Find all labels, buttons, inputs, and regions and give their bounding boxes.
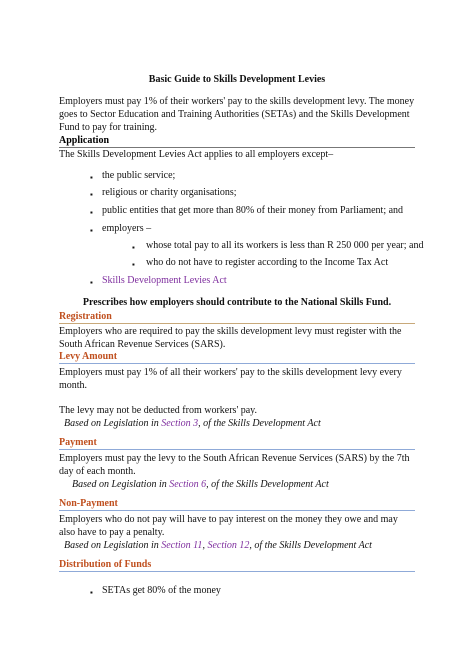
bullet-icon: ▪	[90, 190, 93, 199]
act-link[interactable]: Skills Development Levies Act	[102, 275, 227, 286]
levy-amount-text: Employers must pay 1% of all their workers' pay to the skills development levy every month.	[59, 367, 402, 391]
sub-list-item: who do not have to register according to the Income Tax Act	[146, 257, 389, 268]
list-item: public entities that get more than 80% of their money from Parliament; and	[102, 205, 404, 216]
bullet-icon: ▪	[90, 173, 93, 182]
rule-distribution	[59, 571, 415, 572]
document-title: Basic Guide to Skills Development Levies	[148, 74, 326, 85]
bullet-icon: ▪	[90, 226, 93, 235]
non-payment-citation: Based on Legislation in Section 11, Section 12, of the Skills Development Act	[64, 540, 372, 551]
non-payment-text: Employers who do not pay will have to pay interest on the money they owe and may also have to pay a penalty.	[59, 514, 398, 538]
section-12-link[interactable]: Section 12	[207, 540, 250, 551]
heading-application: Application	[59, 135, 110, 146]
heading-levy-amount: Levy Amount	[59, 351, 118, 362]
levy-citation: Based on Legislation in Section 3, of the Skills Development Act	[64, 418, 321, 429]
heading-payment: Payment	[59, 437, 97, 448]
prescribes-heading: Prescribes how employers should contribute to the National Skills Fund.	[82, 297, 392, 308]
bullet-icon: ▪	[132, 260, 135, 269]
rule-payment	[59, 449, 415, 450]
section-11-link[interactable]: Section 11	[161, 540, 203, 551]
payment-citation: Based on Legislation in Section 6, of the Skills Development Act	[72, 479, 329, 490]
sub-list-item: whose total pay to all its workers is less than R 250 000 per year; and	[146, 240, 424, 251]
registration-text: Employers who are required to pay the skills development levy must register with the South African Revenue Services (SARS).	[59, 326, 402, 350]
payment-text: Employers must pay the levy to the South African Revenue Services (SARS) by the 7th day of each month.	[59, 453, 410, 477]
list-item: religious or charity organisations;	[102, 187, 237, 198]
heading-distribution: Distribution of Funds	[59, 559, 152, 570]
list-item: employers –	[102, 223, 152, 234]
application-lead: The Skills Development Levies Act applies to all employers except–	[59, 149, 334, 160]
distribution-item: SETAs get 80% of the money	[102, 585, 221, 596]
intro-paragraph: Employers must pay 1% of their workers' pay to the skills development levy. The money goes to Sector Education and Training Authorities (SETAs) and the Skills Development Fund to pay for training.	[59, 96, 415, 133]
heading-non-payment: Non-Payment	[59, 498, 118, 509]
bullet-icon: ▪	[90, 278, 93, 287]
bullet-icon: ▪	[90, 208, 93, 217]
bullet-icon: ▪	[132, 243, 135, 252]
levy-amount-text-2: The levy may not be deducted from workers' pay.	[59, 405, 258, 416]
bullet-icon: ▪	[90, 588, 93, 597]
section-3-link[interactable]: Section 3	[161, 418, 199, 429]
rule-registration	[59, 323, 415, 324]
section-6-link[interactable]: Section 6	[169, 479, 207, 490]
rule-levy-amount	[59, 363, 415, 364]
rule-non-payment	[59, 510, 415, 511]
heading-registration: Registration	[59, 311, 112, 322]
list-item: the public service;	[102, 170, 176, 181]
